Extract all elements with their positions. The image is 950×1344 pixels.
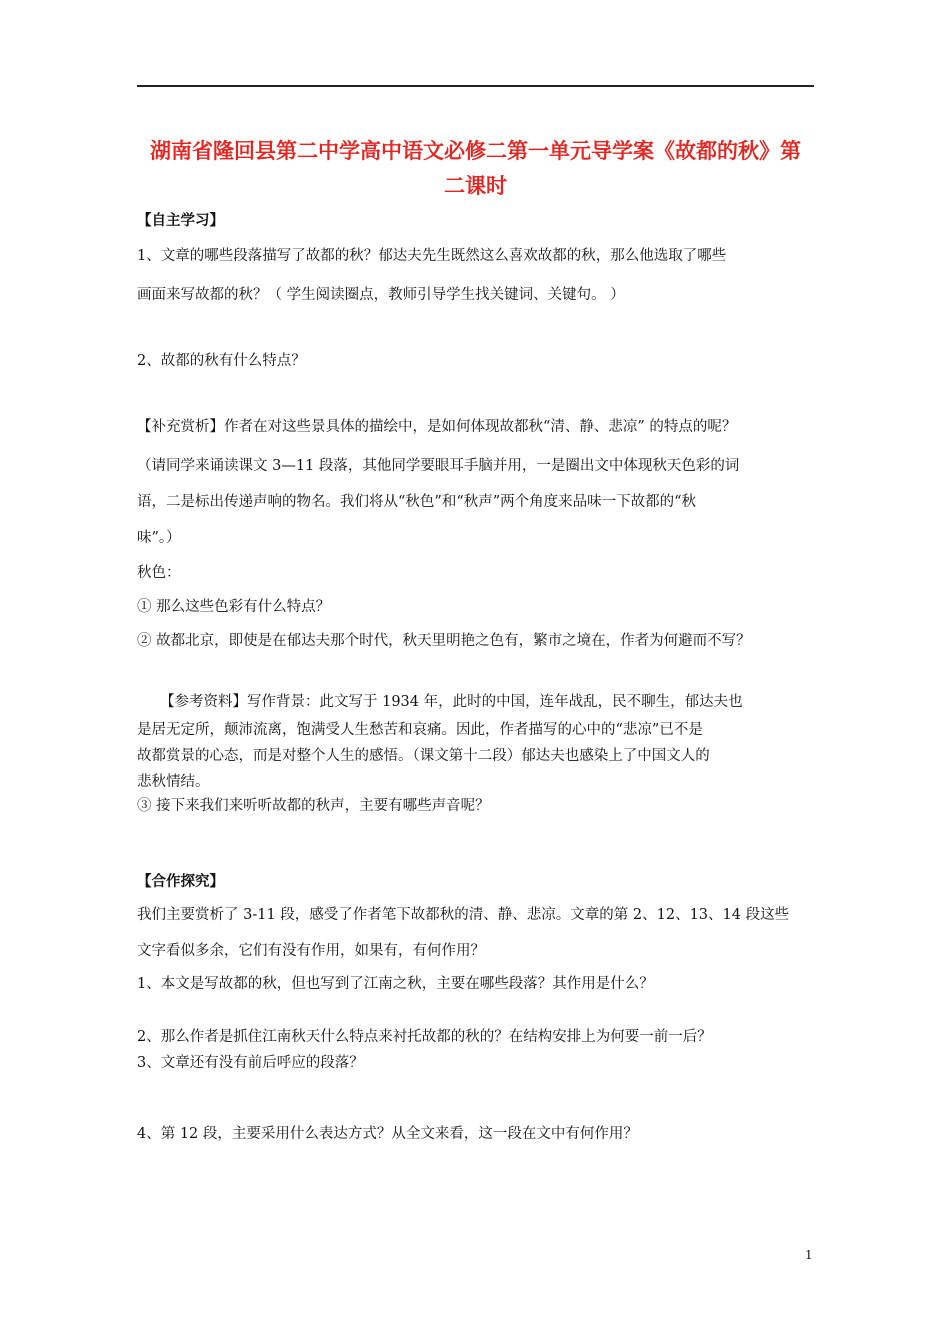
supplement-line-4: 味”。） [137,530,181,546]
supplement-line-2: （请同学来诵读课文 3—11 段落，其他同学要眼耳手脑并用，一是圈出文中体现秋天色彩的词 [137,458,740,474]
autumn-color-label: 秋色： [137,565,181,581]
section-heading-self-study: 【自主学习】 [137,213,224,229]
question-2: 2、故都的秋有什么特点？ [137,353,306,369]
page-number: 1 [805,1248,813,1262]
color-question-1: ① 那么这些色彩有什么特点？ [137,599,331,615]
reference-line-3: 故都赏景的心态，而是对整个人生的感悟。（课文第十二段）郁达夫也感染上了中国文人的 [137,748,710,764]
supplement-line-3: 语，二是标出传递声响的物名。我们将从“秋色”和“秋声”两个角度来品味一下故都的“秋 [137,494,697,510]
inquiry-question-2: 2、那么作者是抓住江南秋天什么特点来衬托故都的秋的？在结构安排上为何要一前一后？ [137,1029,712,1045]
color-question-3: ③ 接下来我们来听听故都的秋声，主要有哪些声音呢？ [137,798,490,814]
inquiry-question-4: 4、第 12 段，主要采用什么表达方式？从全文来看，这一段在文中有何作用？ [137,1126,638,1142]
inquiry-intro-line-1: 我们主要赏析了 3-11 段，感受了作者笔下故都秋的清、静、悲凉。文章的第 2、12、13、14 段这些 [137,907,790,923]
document-title-line-2: 二课时 [444,174,507,198]
reference-line-2: 是居无定所，颠沛流离，饱满受人生愁苦和哀痛。因此，作者描写的心中的“悲凉”已不是 [137,722,703,738]
question-1-line-2: 画面来写故都的秋？（ 学生阅读圈点，教师引导学生找关键词、关键句。 ） [137,287,625,303]
reference-line-4: 悲秋情结。 [137,774,210,790]
supplement-line-1: 【补充赏析】作者在对这些景具体的描绘中，是如何体现故都秋“清、静、悲凉” 的特点的呢？ [137,419,737,435]
document-title-line-1: 湖南省隆回县第二中学高中语文必修二第一单元导学案《故都的秋》第 [150,139,801,163]
color-question-2: ② 故都北京，即使是在郁达夫那个时代，秋天里明艳之色有，繁市之境在，作者为何避而不写？ [137,633,751,649]
section-heading-cooperative-inquiry: 【合作探究】 [137,874,224,890]
header-rule [137,85,814,87]
reference-line-1: 【参考资料】写作背景：此文写于 1934 年，此时的中国，连年战乱，民不聊生，郁达夫也 [160,694,743,710]
question-1-line-1: 1、文章的哪些段落描写了故都的秋？郁达夫先生既然这么喜欢故都的秋，那么他选取了哪些 [137,248,727,264]
inquiry-intro-line-2: 文字看似多余，它们有没有作用，如果有，有何作用？ [137,943,485,959]
inquiry-question-3: 3、文章还有没有前后呼应的段落？ [137,1055,364,1071]
inquiry-question-1: 1、本文是写故都的秋，但也写到了江南之秋，主要在哪些段落？其作用是什么？ [137,976,654,992]
